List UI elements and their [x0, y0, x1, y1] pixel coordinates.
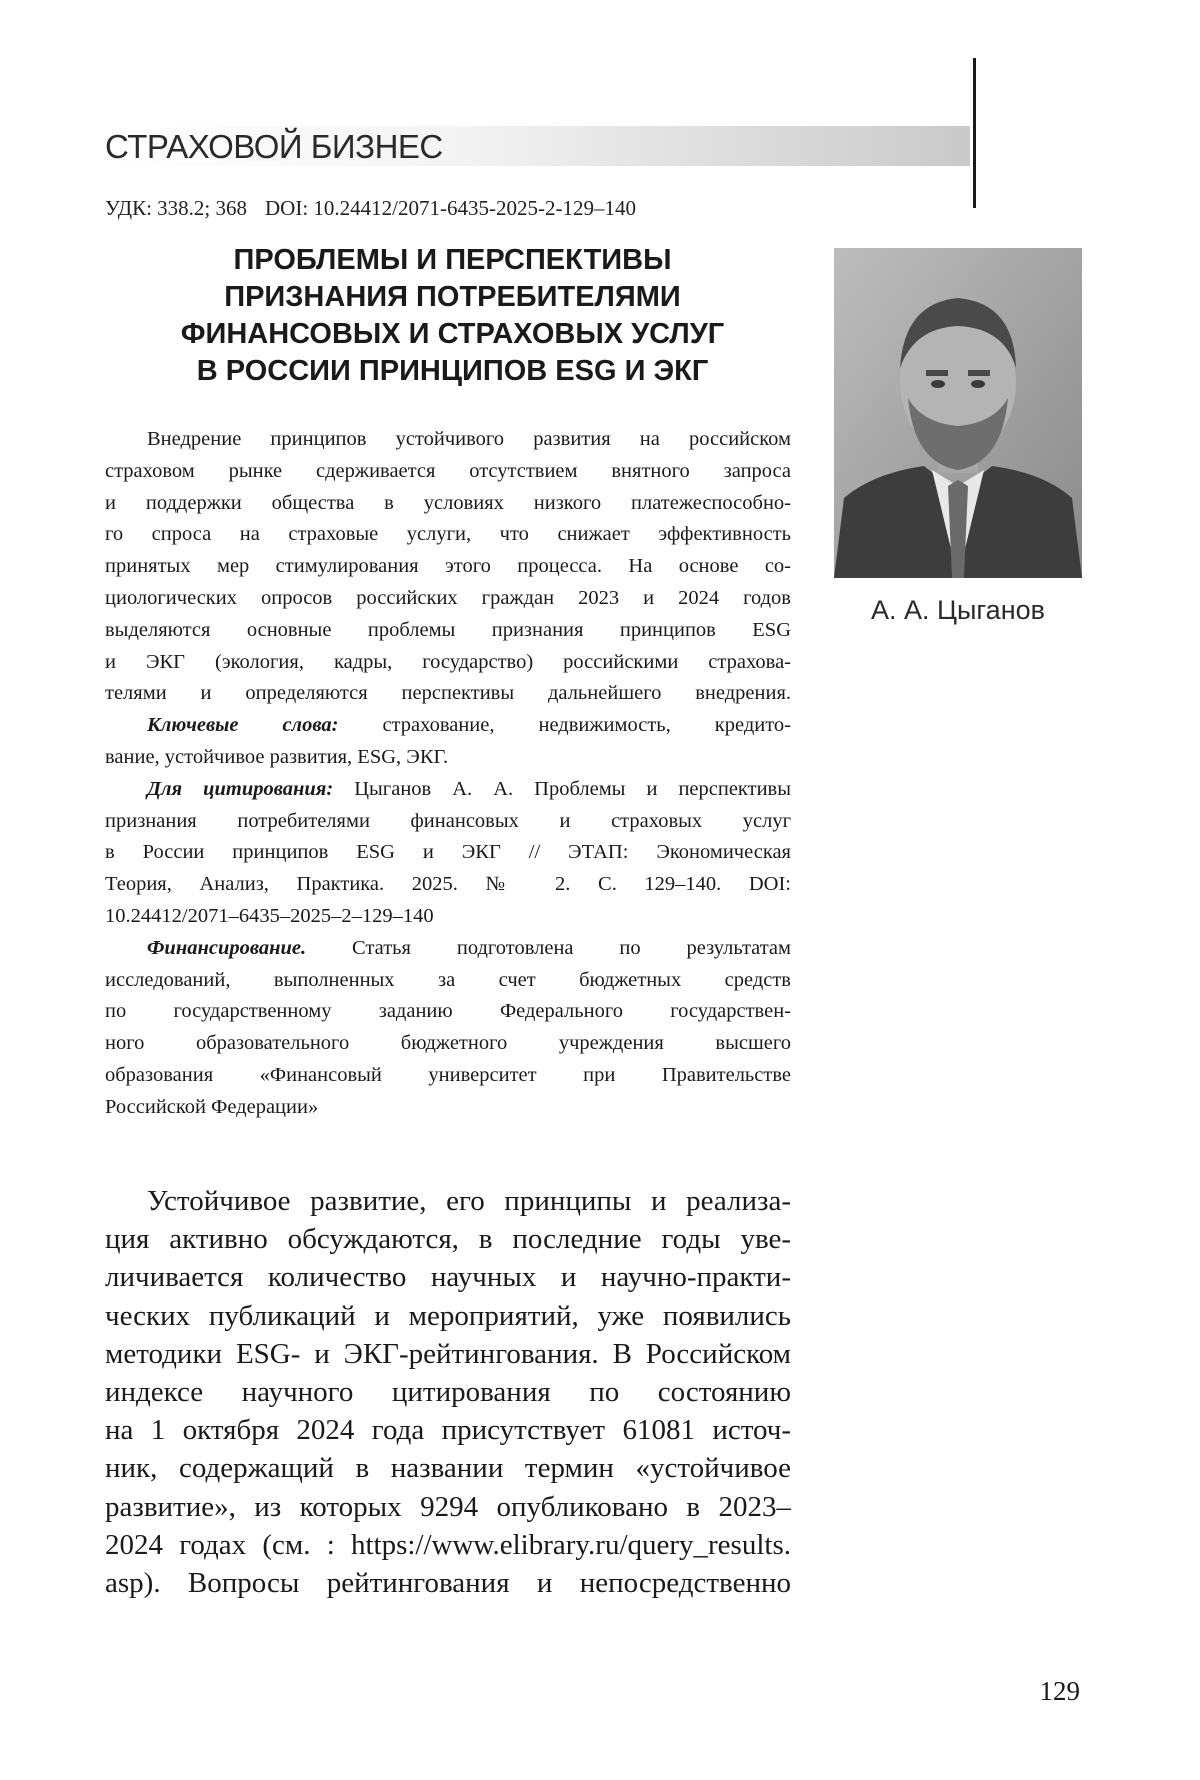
body-line: Устойчивое развитие, его принципы и реализа-: [105, 1182, 791, 1220]
keywords-label: Ключевые слова:: [147, 714, 338, 736]
section-header: [105, 126, 970, 166]
citation-text: Цыганов А. А. Проблемы и перспективы: [354, 778, 791, 800]
body-line: развитие», из которых 9294 опубликовано в 2023–: [105, 1488, 791, 1526]
funding-line: Российской Федерации»: [105, 1092, 791, 1124]
abstract-line: страховом рынке сдерживается отсутствием внятного запроса: [105, 456, 791, 488]
citation-line: признания потребителями финансовых и страховых услуг: [105, 806, 791, 838]
body-line: asp). Вопросы рейтингования и непосредственно: [105, 1564, 791, 1602]
title-line: ФИНАНСОВЫХ И СТРАХОВЫХ УСЛУГ: [105, 316, 800, 353]
abstract-line: и ЭКГ (экология, кадры, государство) российскими страхова-: [105, 647, 791, 679]
funding-line: ного образовательного бюджетного учреждения высшего: [105, 1028, 791, 1060]
abstract-line: Внедрение принципов устойчивого развития на российском: [105, 424, 791, 456]
funding-line: исследований, выполненных за счет бюджетных средств: [105, 965, 791, 997]
article-title: [105, 242, 800, 390]
body-line: личивается количество научных и научно-практи-: [105, 1258, 791, 1296]
keywords-line: вание, устойчивое развития, ESG, ЭКГ.: [105, 742, 791, 774]
body-line: ческих публикаций и мероприятий, уже появились: [105, 1297, 791, 1335]
abstract-line: и поддержки общества в условиях низкого платежеспособно-: [105, 488, 791, 520]
title-line: ПРИЗНАНИЯ ПОТРЕБИТЕЛЯМИ: [105, 279, 800, 316]
citation-line: [105, 774, 791, 806]
body-line: 2024 годах (см. : https://www.elibrary.ru/query_results.: [105, 1526, 791, 1564]
page-number: 129: [1020, 1676, 1080, 1707]
abstract-line: го спроса на страховые услуги, что снижает эффективность: [105, 519, 791, 551]
doi-code: DOI: 10.24412/2071-6435-2025-2-129–140: [265, 196, 636, 220]
funding-label: Финансирование.: [147, 937, 306, 959]
citation-line: 10.24412/2071–6435–2025–2–129–140: [105, 901, 791, 933]
citation-line: Теория, Анализ, Практика. 2025. № 2. С. 129–140. DOI:: [105, 869, 791, 901]
author-name: А. А. Цыганов: [834, 595, 1082, 626]
abstract-line: принятых мер стимулирования этого процесса. На основе со-: [105, 551, 791, 583]
abstract-line: циологических опросов российских граждан 2023 и 2024 годов: [105, 583, 791, 615]
funding-text: Статья подготовлена по результатам: [352, 937, 791, 959]
body-line: индексе научного цитирования по состоянию: [105, 1373, 791, 1411]
funding-line: [105, 933, 791, 965]
citation-label: Для цитирования:: [147, 778, 333, 800]
udk-code: УДК: 338.2; 368: [105, 196, 247, 220]
keywords-text: страхование, недвижимость, кредито-: [382, 714, 791, 736]
udk-doi-line: [105, 196, 636, 221]
title-line: В РОССИИ ПРИНЦИПОВ ESG И ЭКГ: [105, 353, 800, 390]
body-line: на 1 октября 2024 года присутствует 61081 источ-: [105, 1411, 791, 1449]
abstract-line: выделяются основные проблемы признания принципов ESG: [105, 615, 791, 647]
abstract-line: телями и определяются перспективы дальнейшего внедрения.: [105, 678, 791, 710]
body-line: методики ESG- и ЭКГ-рейтингования. В Российском: [105, 1335, 791, 1373]
body-line: ция активно обсуждаются, в последние годы уве-: [105, 1220, 791, 1258]
author-portrait: [834, 248, 1082, 578]
body-line: ник, содержащий в названии термин «устойчивое: [105, 1449, 791, 1487]
funding-line: по государственному заданию Федерального государствен-: [105, 996, 791, 1028]
body-text: [105, 1182, 791, 1602]
header-divider: [973, 58, 976, 208]
keywords-line: [105, 710, 791, 742]
section-title: СТРАХОВОЙ БИЗНЕС: [105, 128, 443, 166]
abstract: [105, 424, 791, 1124]
title-line: ПРОБЛЕМЫ И ПЕРСПЕКТИВЫ: [105, 242, 800, 279]
citation-line: в России принципов ESG и ЭКГ // ЭТАП: Экономическая: [105, 837, 791, 869]
funding-line: образования «Финансовый университет при Правительстве: [105, 1060, 791, 1092]
